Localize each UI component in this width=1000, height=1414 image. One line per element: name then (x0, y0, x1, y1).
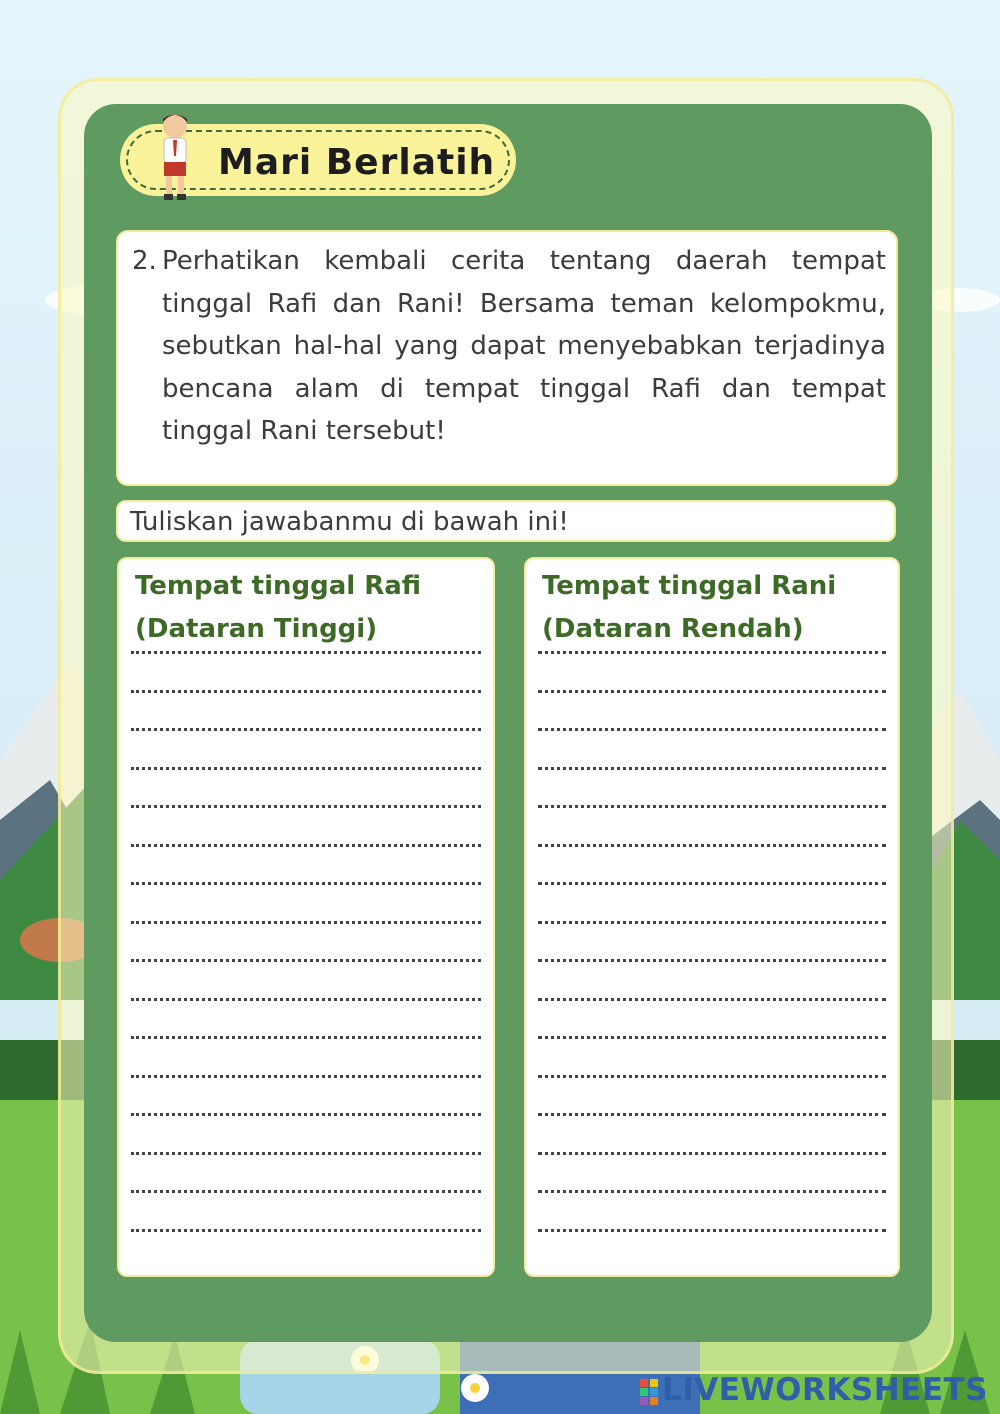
answer-line[interactable] (538, 805, 886, 808)
answer-line[interactable] (538, 959, 886, 962)
liveworksheets-watermark (640, 1372, 988, 1408)
answer-heading-rafi-line1: Tempat tinggal Rafi (135, 571, 422, 601)
answer-line[interactable] (131, 844, 481, 847)
answer-line[interactable] (538, 1152, 886, 1155)
title-banner (120, 124, 516, 196)
answer-line[interactable] (538, 844, 886, 847)
answer-line[interactable] (131, 1113, 481, 1116)
answer-line[interactable] (131, 767, 481, 770)
answer-line[interactable] (131, 728, 481, 731)
instruction-box: Tuliskan jawabanmu di bawah ini! (116, 500, 896, 542)
answer-line[interactable] (538, 921, 886, 924)
question-number: 2. (132, 246, 157, 276)
answer-heading-rani-line1: Tempat tinggal Rani (542, 571, 837, 601)
answer-line[interactable] (538, 1075, 886, 1078)
watermark-text: LIVEWORKSHEETS (662, 1372, 988, 1408)
liveworksheets-logo-icon (640, 1379, 658, 1405)
answer-line[interactable] (538, 1229, 886, 1232)
answer-heading-rani-line2: (Dataran Rendah) (542, 614, 804, 644)
answer-line[interactable] (538, 882, 886, 885)
answer-line[interactable] (131, 690, 481, 693)
answer-box-rani[interactable] (524, 557, 900, 1277)
answer-line[interactable] (131, 1229, 481, 1232)
answer-line[interactable] (538, 1113, 886, 1116)
answer-line[interactable] (538, 690, 886, 693)
answer-line[interactable] (131, 805, 481, 808)
question-text: Perhatikan kembali cerita tentang daerah tempat tinggal Rafi dan Rani! Bersama teman kelompokmu, sebutkan hal-hal yang dapat menyebabkan terjadinya bencana alam di tempat tinggal Rafi dan tempat tinggal Rani tersebut! (162, 246, 886, 446)
question-box (116, 230, 898, 486)
answer-line[interactable] (538, 1036, 886, 1039)
answer-line[interactable] (538, 651, 886, 654)
answer-line[interactable] (131, 1190, 481, 1193)
answer-line[interactable] (131, 998, 481, 1001)
answer-line[interactable] (131, 882, 481, 885)
answer-line[interactable] (538, 1190, 886, 1193)
answer-line[interactable] (131, 1075, 481, 1078)
answer-line[interactable] (538, 728, 886, 731)
answer-heading-rafi (135, 565, 421, 651)
answer-line[interactable] (538, 767, 886, 770)
answer-line[interactable] (538, 998, 886, 1001)
answer-line[interactable] (131, 921, 481, 924)
answer-heading-rani (542, 565, 836, 651)
answer-heading-rafi-line2: (Dataran Tinggi) (135, 614, 378, 644)
answer-line[interactable] (131, 651, 481, 654)
page-title: Mari Berlatih (218, 142, 496, 183)
answer-line[interactable] (131, 1152, 481, 1155)
answer-box-rafi[interactable] (117, 557, 495, 1277)
student-character-icon (150, 110, 200, 202)
answer-line[interactable] (131, 1036, 481, 1039)
answer-line[interactable] (131, 959, 481, 962)
